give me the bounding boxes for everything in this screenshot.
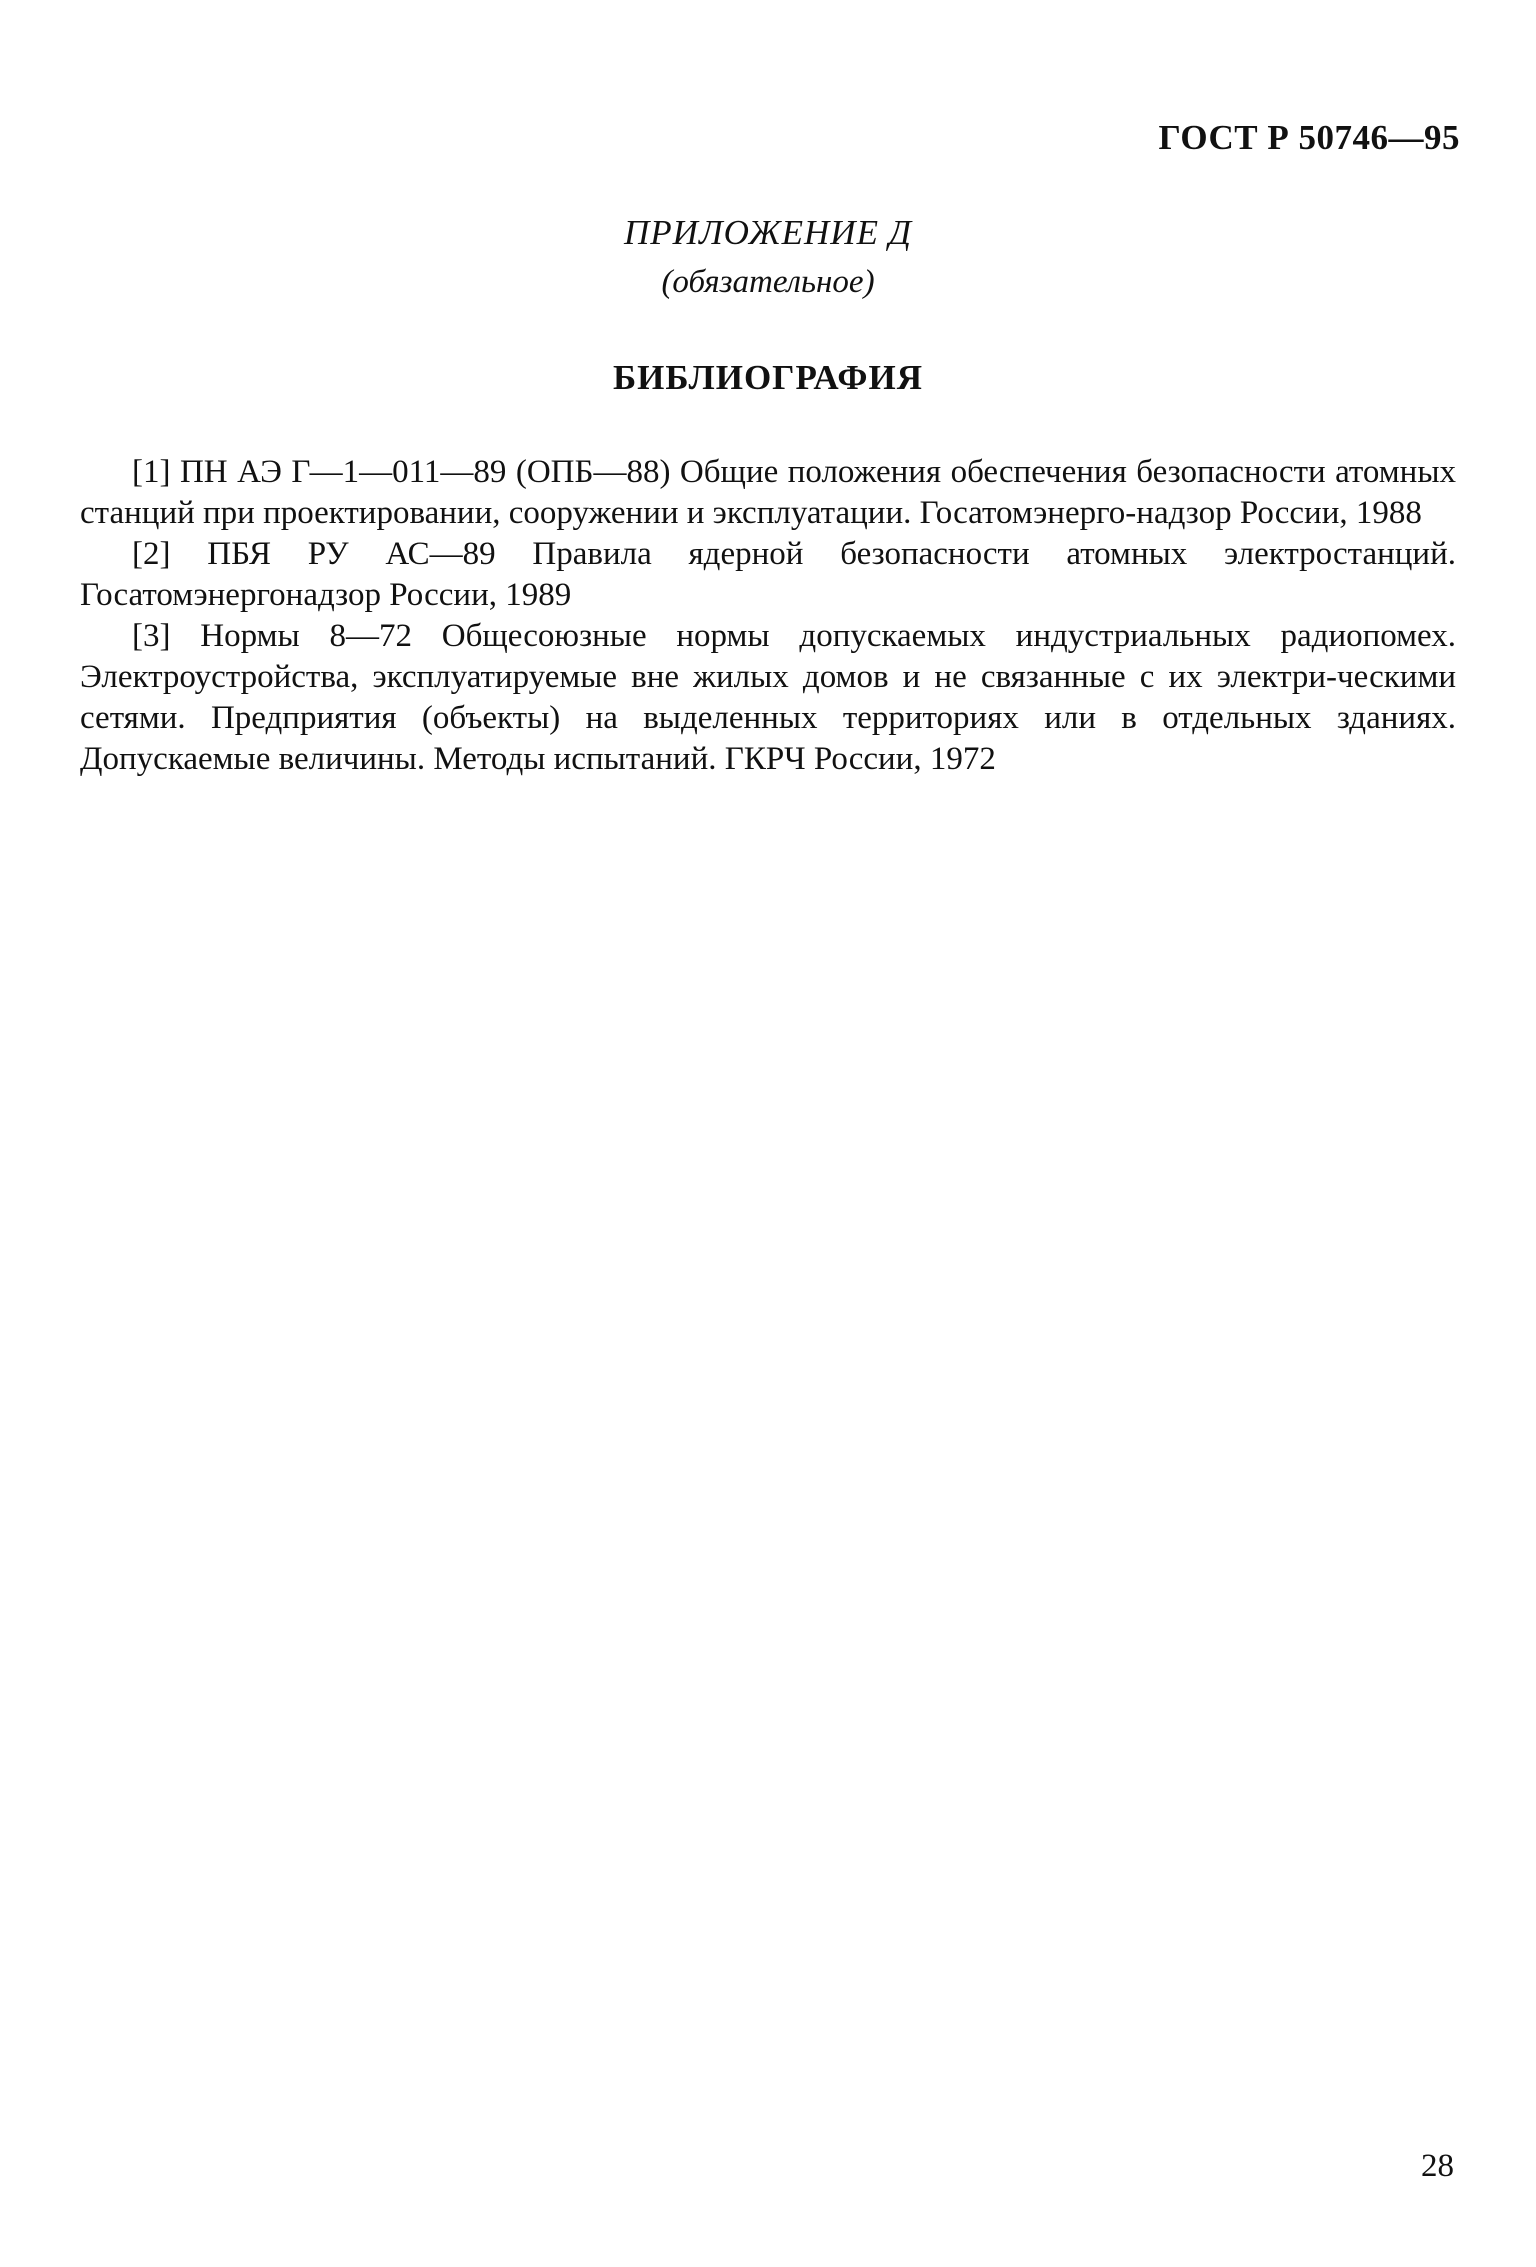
- appendix-status: (обязательное): [661, 264, 875, 300]
- page-number: 28: [1421, 2148, 1454, 2184]
- bibliography-entry-3: [3] Нормы 8—72 Общесоюзные нормы допускаемых индустриальных радиопомех. Электроустройства, эксплуатируемые вне жилых домов и не связанные с их электри-ческими сетями. Предприятия (объекты) на выделенных территориях или в отдельных зданиях. Допускаемые величины. Методы испытаний. ГКРЧ России, 1972: [80, 618, 1456, 777]
- bibliography-list: [80, 452, 1456, 780]
- appendix-title: ПРИЛОЖЕНИЕ Д: [624, 213, 912, 252]
- bibliography-heading: БИБЛИОГРАФИЯ: [613, 358, 923, 397]
- document-code: ГОСТ Р 50746—95: [1158, 118, 1460, 157]
- bibliography-entry-2: [2] ПБЯ РУ АС—89 Правила ядерной безопасности атомных электростанций. Госатомэнергонадзор России, 1989: [80, 536, 1456, 613]
- bibliography-entry-1: [1] ПН АЭ Г—1—011—89 (ОПБ—88) Общие положения обеспечения безопасности атомных станций при проектировании, сооружении и эксплуатации. Госатомэнерго-надзор России, 1988: [80, 454, 1456, 531]
